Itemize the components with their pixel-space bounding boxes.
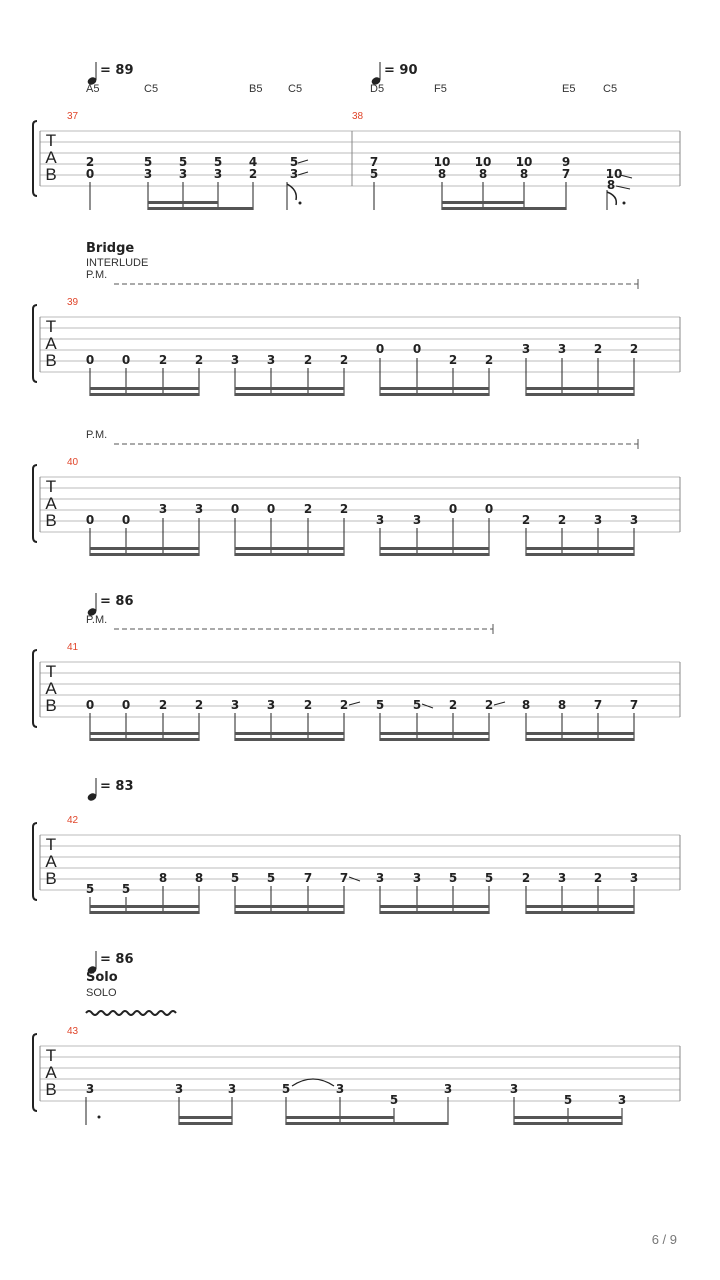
fret-number: 5 [281,1082,291,1096]
measure-number: 39 [67,297,79,308]
fret-number: 3 [289,167,299,181]
tab-letter-t: T [45,131,57,150]
fret-number: 8 [519,167,529,181]
tab-letter-a: A [45,1063,57,1082]
fret-number: 7 [593,698,603,712]
chord-label: F5 [434,83,447,95]
fret-number: 3 [143,167,153,181]
fret-number: 3 [509,1082,519,1096]
tab-staff [40,835,680,890]
system-bracket [33,465,37,542]
fret-number: 5 [448,871,458,885]
fret-number: 2 [593,342,603,356]
tempo-label: = 89 [100,63,134,78]
fret-number: 3 [158,502,168,516]
fret-number: 7 [629,698,639,712]
tab-staff [40,317,680,372]
measure-number: 38 [352,111,364,122]
fret-number: 8 [521,698,531,712]
chord-label: C5 [144,83,159,95]
chord-label: C5 [603,83,618,95]
tab-letter-b: B [45,696,57,715]
fret-number: 2 [339,353,349,367]
fret-number: 2 [593,871,603,885]
fret-number: 3 [629,513,639,527]
fret-number: 2 [629,342,639,356]
chord-label: C5 [288,83,303,95]
slide-marks [349,702,505,708]
fret-number: 2 [557,513,567,527]
tab-letter-b: B [45,869,57,888]
fret-number: 2 [194,353,204,367]
fret-number: 2 [194,698,204,712]
fret-number: 0 [484,502,494,516]
system-bracket [33,121,37,196]
tab-letter-t: T [45,662,57,681]
vibrato-icon [86,1011,176,1015]
fret-number: 0 [121,698,131,712]
rhythm-beams [90,547,634,556]
fret-number: 0 [230,502,240,516]
palm-mute-label: P.M. [86,429,108,441]
measure-number: 43 [67,1026,79,1037]
fret-number: 2 [158,698,168,712]
tab-letter-b: B [45,351,57,370]
palm-mute-label: P.M. [86,269,108,281]
fret-number: 0 [448,502,458,516]
fret-number: 5 [178,155,188,169]
fret-number: 8 [557,698,567,712]
system-bracket [33,650,37,727]
section-title: Bridge [86,241,135,256]
system-3 [33,429,680,556]
tempo-label: = 90 [384,63,418,78]
page-number: 6 / 9 [651,1232,677,1247]
fret-number: 5 [412,698,422,712]
fret-number: 3 [227,1082,237,1096]
fret-number: 3 [412,513,422,527]
tab-letter-b: B [45,511,57,530]
fret-number: 3 [557,871,567,885]
section-title: Solo [86,970,118,985]
fret-number: 5 [484,871,494,885]
measure-number: 42 [67,815,79,826]
fret-number: 0 [121,353,131,367]
fret-number: 0 [412,342,422,356]
fret-number: 5 [121,882,131,896]
fret-number: 0 [85,698,95,712]
fret-number: 7 [561,167,571,181]
fret-number: 9 [561,155,571,169]
fret-number: 2 [339,502,349,516]
fret-number: 2 [521,513,531,527]
fret-number: 3 [375,871,385,885]
section-marker: SOLO [86,987,117,999]
fret-number: 2 [158,353,168,367]
fret-number: 8 [194,871,204,885]
tab-letter-t: T [45,1046,57,1065]
fret-number: 5 [389,1093,399,1107]
fret-number: 3 [443,1082,453,1096]
measure-number: 37 [67,111,79,122]
rhythm-beams [90,732,634,741]
fret-number: 5 [266,871,276,885]
system-6 [33,951,680,1125]
fret-number: 2 [248,167,258,181]
fret-number: 0 [121,513,131,527]
system-1 [33,62,680,210]
tab-letter-t: T [45,835,57,854]
tab-letter-a: A [45,852,57,871]
fret-number: 7 [303,871,313,885]
tab-letter-b: B [45,1080,57,1099]
chord-label: D5 [370,83,385,95]
fret-number: 3 [230,698,240,712]
tempo-label: = 86 [100,952,134,967]
system-4 [33,593,680,741]
fret-number: 3 [375,513,385,527]
tempo-label: = 86 [100,594,134,609]
fret-number: 8 [158,871,168,885]
rhythm-stems [90,358,634,396]
fret-number: 2 [303,353,313,367]
fret-number: 4 [248,155,258,169]
fret-number: 5 [143,155,153,169]
fret-number: 3 [213,167,223,181]
fret-number: 2 [85,155,95,169]
fret-number: 8 [606,178,616,192]
fret-number: 0 [85,167,95,181]
fret-number: 2 [303,698,313,712]
tab-staff [40,477,680,532]
fret-number: 10 [605,167,623,181]
fret-number: 0 [375,342,385,356]
tab-letter-b: B [45,165,57,184]
fret-number: 5 [85,882,95,896]
fret-number: 0 [85,513,95,527]
fret-number: 3 [266,698,276,712]
fret-number: 3 [557,342,567,356]
palm-mute-label: P.M. [86,614,108,626]
fret-number: 10 [474,155,492,169]
fret-number: 2 [521,871,531,885]
fret-number: 5 [369,167,379,181]
fret-number: 3 [521,342,531,356]
fret-number: 2 [339,698,349,712]
fret-number: 7 [339,871,349,885]
measure-number: 41 [67,642,79,653]
fret-number: 2 [448,353,458,367]
tab-letter-a: A [45,679,57,698]
fret-number: 0 [266,502,276,516]
tab-letter-a: A [45,148,57,167]
fret-number: 3 [593,513,603,527]
fret-number: 3 [629,871,639,885]
fret-number: 5 [563,1093,573,1107]
tempo-label: = 83 [100,779,134,794]
tab-staff [40,662,680,717]
section-marker: INTERLUDE [86,257,149,269]
fret-number: 2 [484,698,494,712]
fret-number: 3 [85,1082,95,1096]
tab-letter-a: A [45,494,57,513]
system-bracket [33,1034,37,1111]
rhythm-stems [90,518,634,556]
slur-icon [292,1079,334,1086]
rhythm-beams [148,201,566,210]
fret-number: 5 [289,155,299,169]
fret-number: 2 [484,353,494,367]
fret-number: 3 [194,502,204,516]
chord-label: B5 [249,83,263,95]
tab-letter-a: A [45,334,57,353]
chord-label: E5 [562,83,576,95]
system-bracket [33,305,37,382]
fret-number: 3 [266,353,276,367]
fret-number: 7 [369,155,379,169]
fret-number: 5 [230,871,240,885]
measure-number: 40 [67,457,79,468]
rhythm-beams [90,387,634,396]
fret-number: 2 [448,698,458,712]
tab-staff [40,1046,680,1101]
fret-number: 3 [230,353,240,367]
fret-number: 8 [478,167,488,181]
fret-number: 8 [437,167,447,181]
tab-letter-t: T [45,477,57,496]
system-bracket [33,823,37,900]
fret-number: 3 [335,1082,345,1096]
fret-number: 3 [412,871,422,885]
system-5 [33,778,680,914]
fret-number: 3 [178,167,188,181]
fret-number: 2 [303,502,313,516]
rhythm-beams [90,905,634,914]
fret-number: 3 [174,1082,184,1096]
fret-number: 10 [515,155,533,169]
tab-staff [40,131,680,186]
fret-number: 0 [85,353,95,367]
system-2 [33,241,680,396]
rhythm-beams [179,1116,622,1125]
fret-number: 5 [213,155,223,169]
tab-letter-t: T [45,317,57,336]
chord-label: A5 [86,83,100,95]
fret-number: 10 [433,155,451,169]
tempo-mark [86,778,133,802]
fret-number: 3 [617,1093,627,1107]
fret-number: 5 [375,698,385,712]
